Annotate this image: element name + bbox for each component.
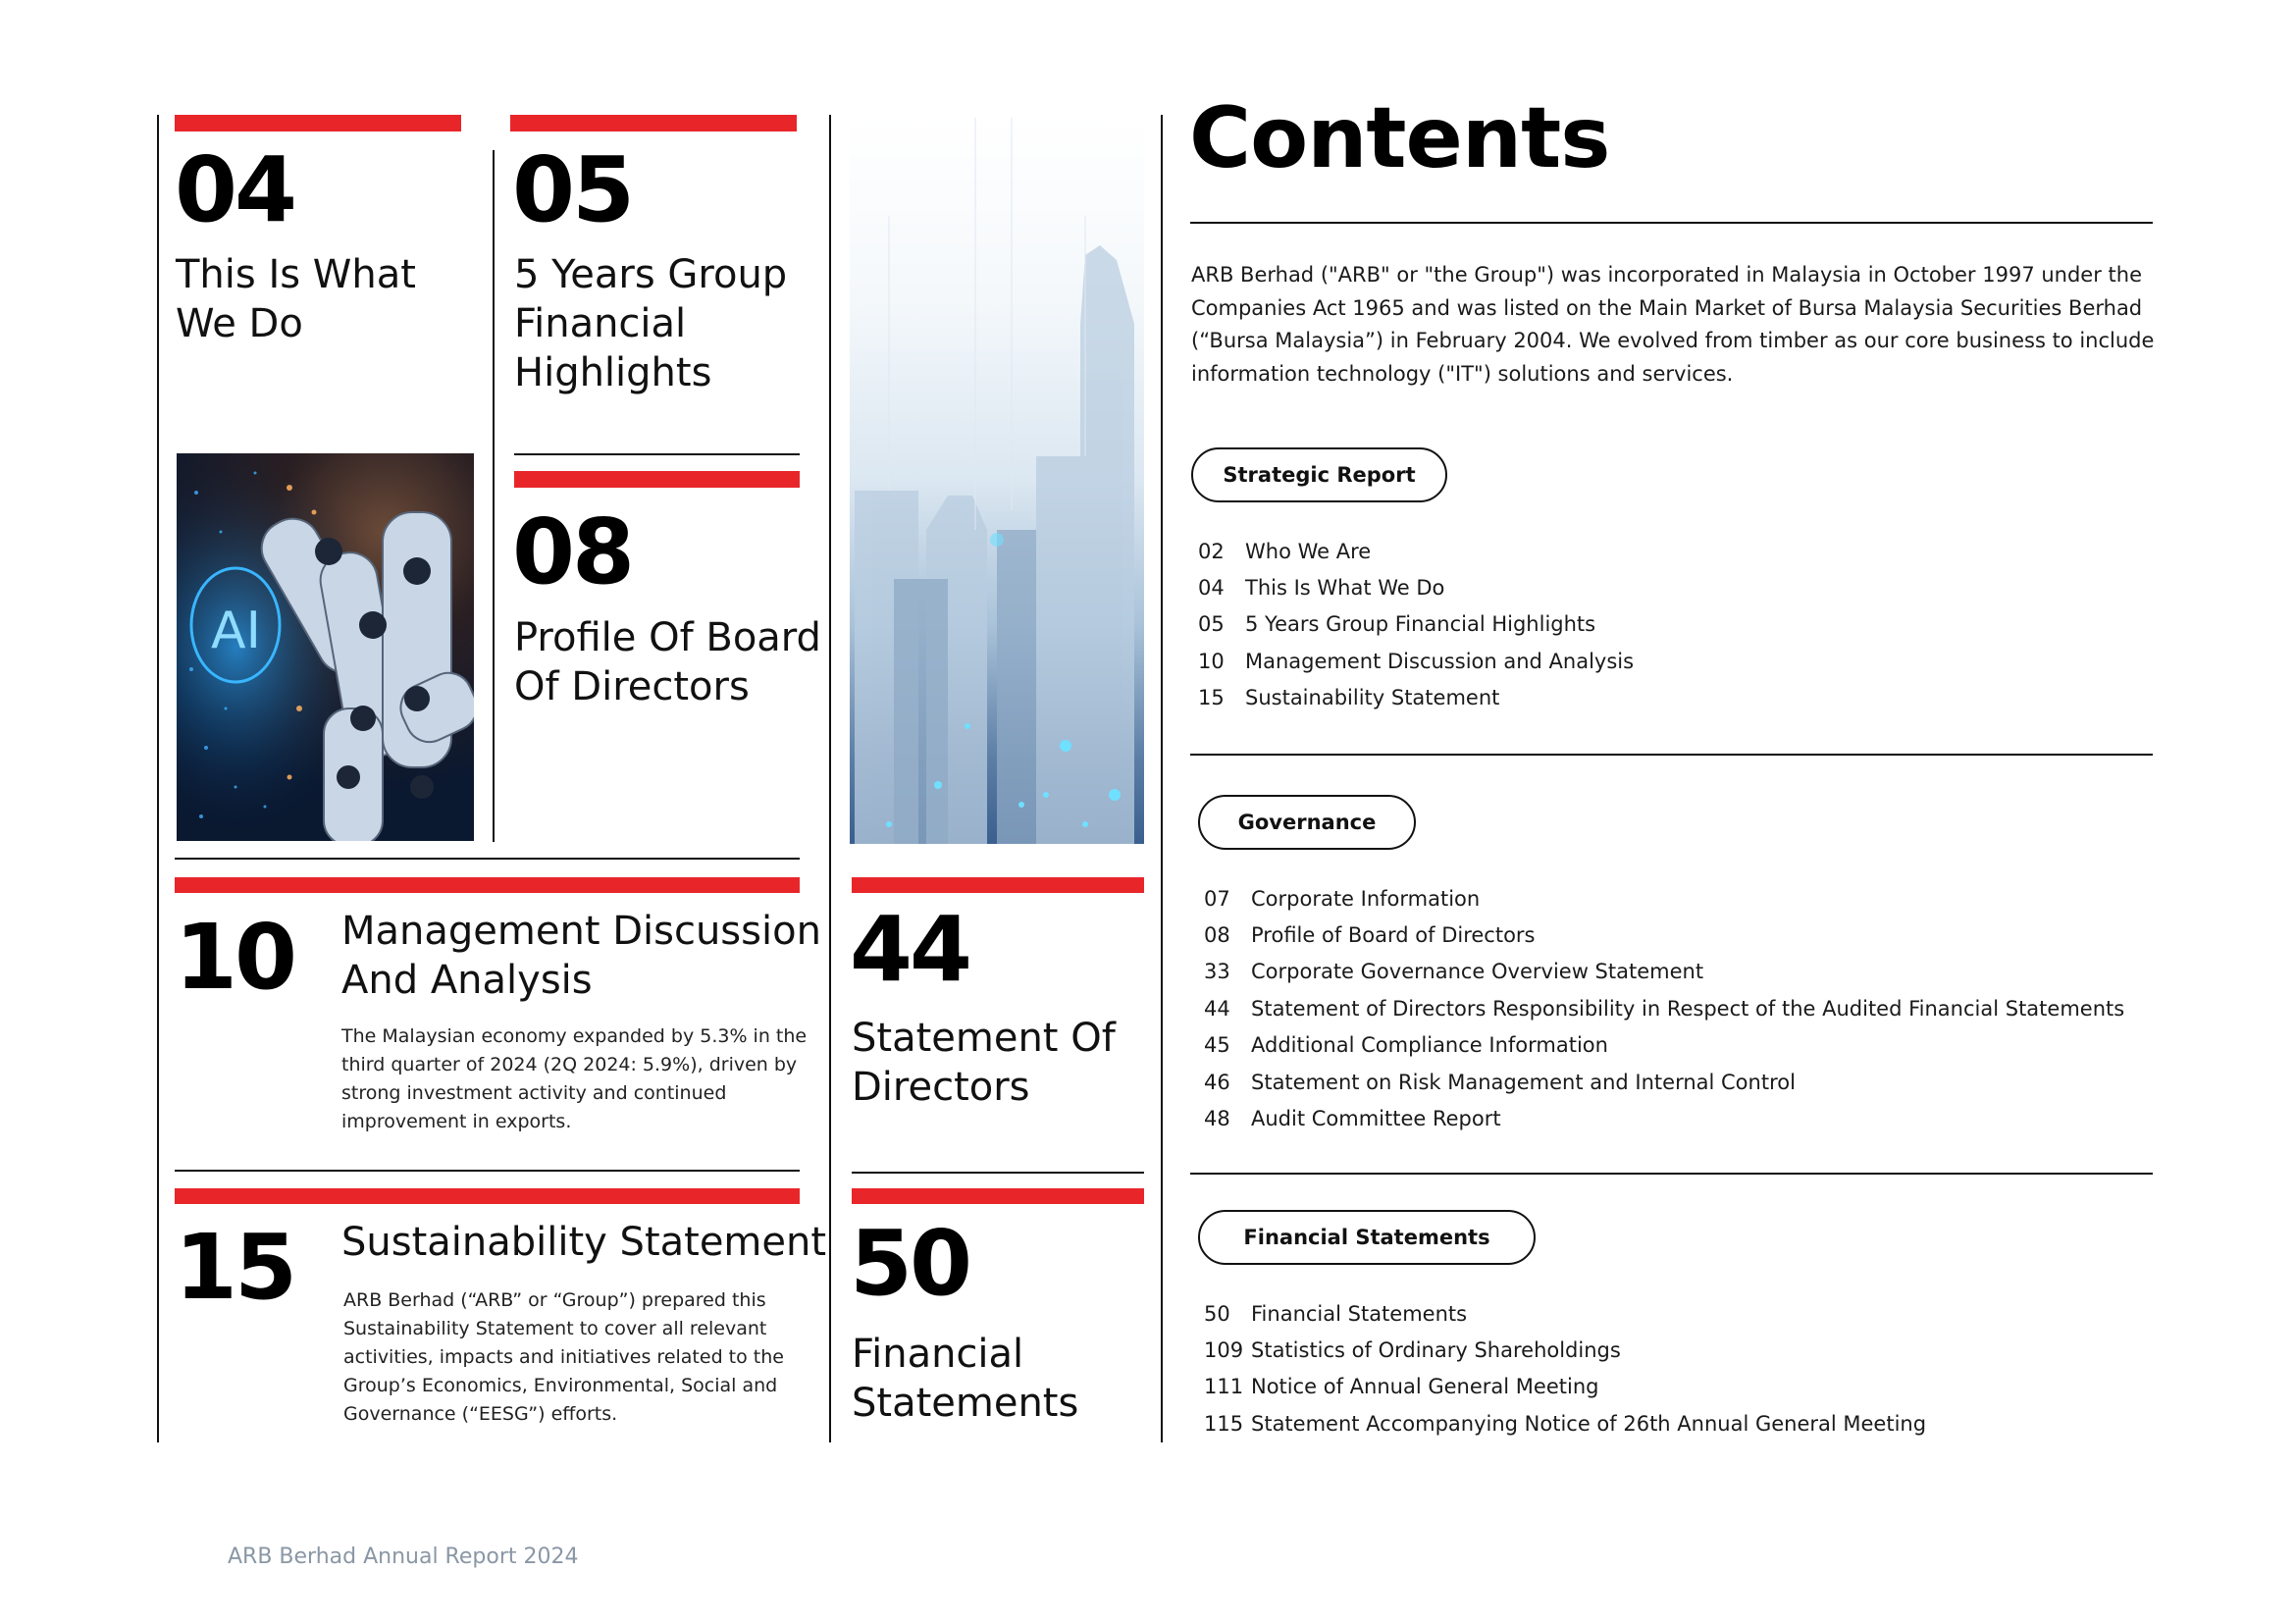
city-skyline-image (850, 118, 1144, 844)
divider-05-08 (514, 453, 800, 455)
page-number: 15 (175, 1215, 295, 1320)
column-divider-3 (1161, 115, 1163, 1442)
accent-bar-04 (175, 115, 461, 131)
toc-item[interactable]: 02 Who We Are (1198, 539, 1372, 563)
toc-item[interactable]: 05 5 Years Group Financial Highlights (1198, 612, 1596, 637)
column-divider-2 (829, 115, 831, 1442)
toc-list-strategic-report (1198, 533, 1634, 716)
column-divider-1 (493, 150, 495, 842)
tile-title: Sustainability Statement (341, 1220, 827, 1265)
page-number: 05 (512, 137, 633, 242)
toc-item[interactable]: 109 Statistics of Ordinary Shareholdings (1204, 1338, 1621, 1363)
section-rule-2 (1190, 1173, 2153, 1175)
toc-item[interactable]: 10 Management Discussion and Analysis (1198, 649, 1635, 673)
accent-bar-08 (514, 471, 800, 488)
contents-title-rule (1190, 222, 2153, 224)
section-pill-strategic-report: Strategic Report (1191, 447, 1447, 502)
tile-title: Statement Of Directors (852, 1016, 1116, 1110)
tile-summary: ARB Berhad (“ARB” or “Group”) prepared this Sustainability Statement to cover all relevant activities, impacts and initiatives related to the Group’s Economics, Environmental, Social and Governance (“EESG”) efforts. (343, 1289, 784, 1425)
tile-title: Profile Of Board Of Directors (514, 615, 821, 709)
divider-44-50 (852, 1172, 1144, 1174)
accent-bar-15 (175, 1188, 800, 1204)
toc-item[interactable]: 44 Statement of Directors Responsibility in Respect of the Audited Financial Statements (1204, 996, 2125, 1021)
toc-item[interactable]: 04 This Is What We Do (1198, 576, 1445, 601)
tile-title: Financial Statements (852, 1332, 1079, 1426)
section-pill-financial-statements: Financial Statements (1198, 1210, 1536, 1265)
toc-item[interactable]: 115 Statement Accompanying Notice of 26th Annual General Meeting (1204, 1411, 1927, 1436)
section-rule-1 (1190, 754, 2153, 756)
accent-bar-05 (510, 115, 797, 131)
toc-item[interactable]: 46 Statement on Risk Management and Internal Control (1204, 1070, 1796, 1094)
accent-bar-10 (175, 877, 800, 893)
tile-title: Management Discussion And Analysis (341, 909, 821, 1003)
page-number: 50 (850, 1211, 970, 1316)
toc-item[interactable]: 07 Corporate Information (1204, 886, 1481, 911)
divider-row1-row2 (175, 858, 800, 860)
divider-10-15 (175, 1170, 800, 1172)
page-number: 08 (512, 499, 633, 604)
tile-title: 5 Years Group Financial Highlights (514, 252, 788, 395)
toc-item[interactable]: 48 Audit Committee Report (1204, 1107, 1501, 1131)
ai-label: AI (211, 602, 261, 660)
toc-item[interactable]: 111 Notice of Annual General Meeting (1204, 1375, 1599, 1399)
page-number: 10 (175, 905, 295, 1010)
toc-list-governance (1204, 880, 2124, 1137)
page-title: Contents (1189, 89, 1610, 187)
page-footer: ARB Berhad Annual Report 2024 (228, 1545, 579, 1569)
accent-bar-44 (852, 877, 1144, 893)
ai-robot-hand-image (177, 453, 474, 841)
toc-item[interactable]: 50 Financial Statements (1204, 1301, 1468, 1326)
page-number: 44 (850, 897, 970, 1002)
tile-title: This Is What We Do (176, 252, 416, 346)
section-pill-governance: Governance (1198, 795, 1416, 850)
left-border (157, 115, 159, 1442)
toc-list-financial-statements (1204, 1295, 1926, 1442)
toc-item[interactable]: 08 Profile of Board of Directors (1204, 923, 1536, 948)
company-intro: ARB Berhad ("ARB" or "the Group") was incorporated in Malaysia in October 1997 under the Companies Act 1965 and was listed on the Main Market of Bursa Malaysia Securities Berhad (“Bursa Malaysia”) in February 2004. We evolved from timber as our core business to include information technology ("IT") solutions and services. (1191, 263, 2155, 386)
page-number: 04 (175, 137, 295, 242)
toc-item[interactable]: 33 Corporate Governance Overview Statement (1204, 960, 1704, 984)
tile-summary: The Malaysian economy expanded by 5.3% in the third quarter of 2024 (2Q 2024: 5.9%), driven by strong investment activity and continued improvement in exports. (341, 1025, 808, 1132)
toc-item[interactable]: 45 Additional Compliance Information (1204, 1033, 1608, 1058)
accent-bar-50 (852, 1188, 1144, 1204)
toc-item[interactable]: 15 Sustainability Statement (1198, 686, 1500, 710)
